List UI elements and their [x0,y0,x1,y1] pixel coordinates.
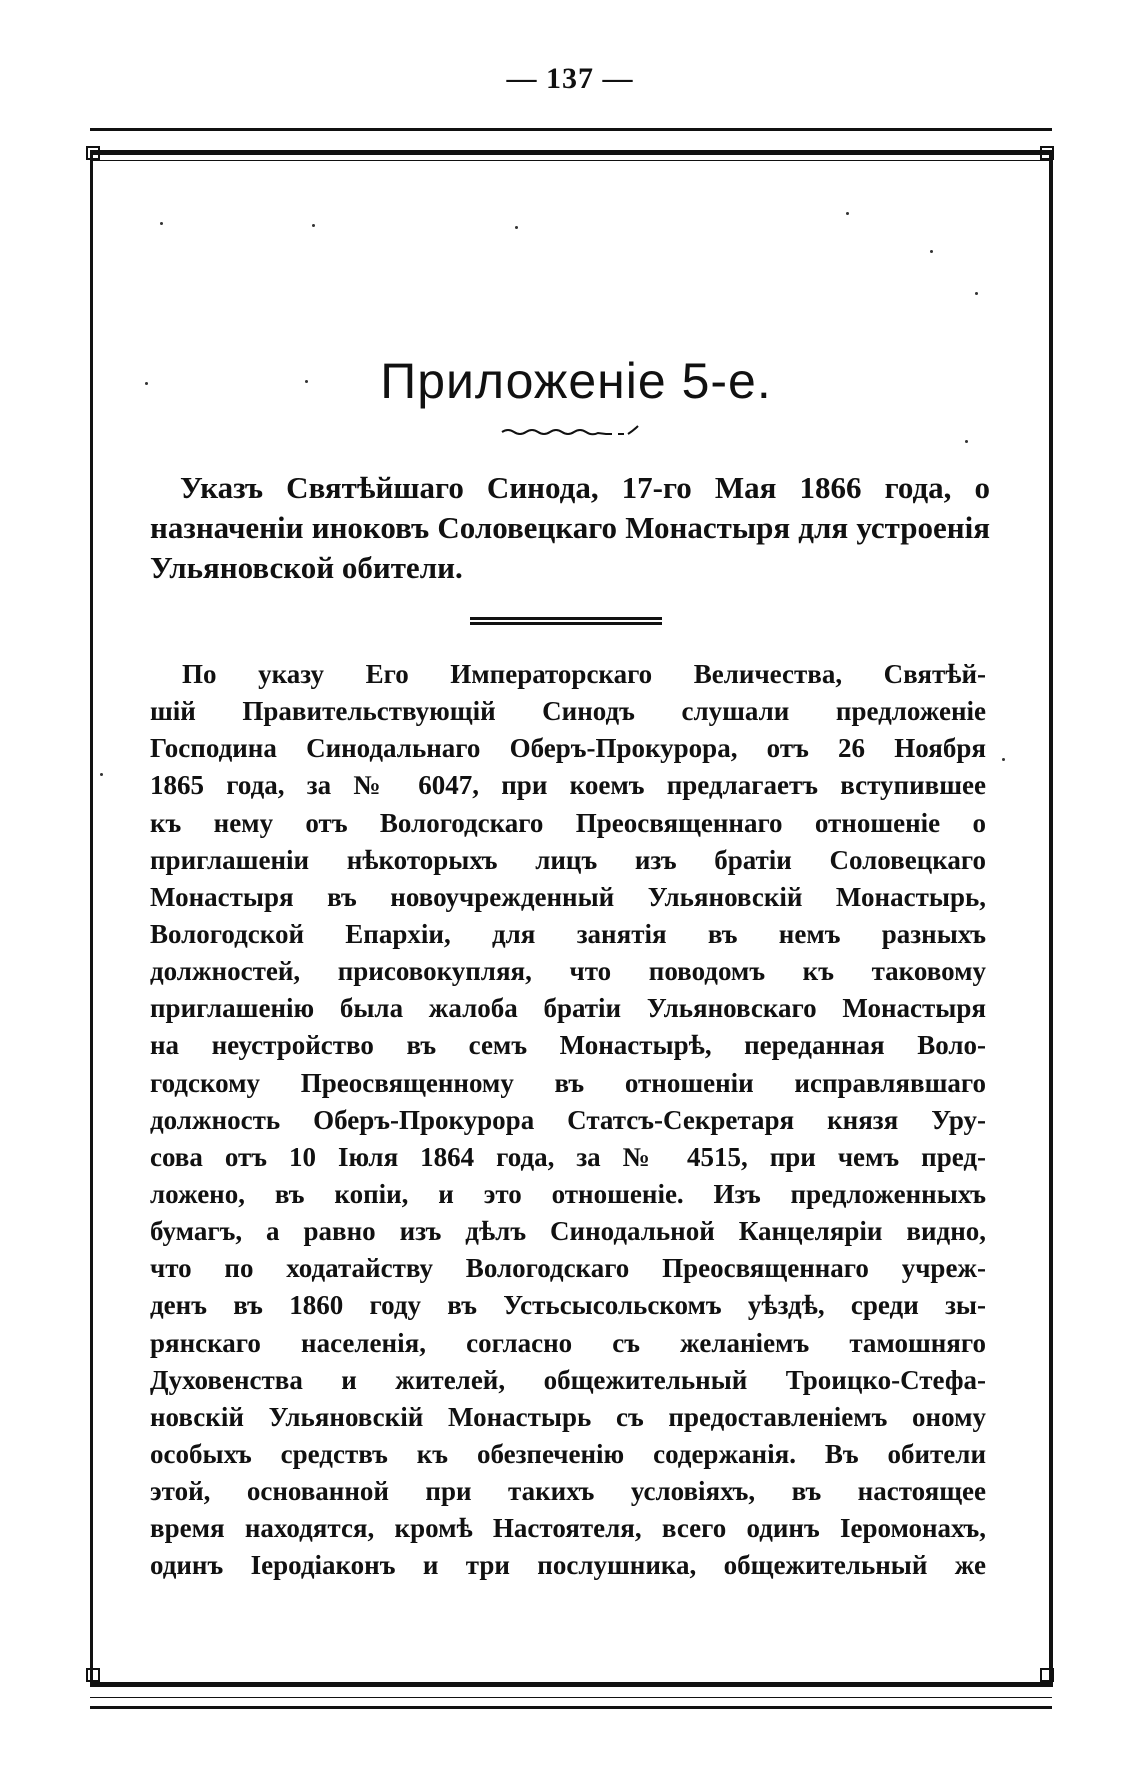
body-line: годскому Преосвященному въ отношеніи исправлявшаго [150,1067,986,1098]
decree-body-text [150,656,986,1585]
frame-corner-ornament [1040,1668,1054,1682]
body-line: время находятся, кромѣ Настоятеля, всего одинъ Іеромонахъ, [150,1513,986,1544]
body-line: должностей, присовокупляя, что поводомъ къ таковому [150,956,986,987]
frame-corner-ornament [1040,146,1054,160]
top-rule [90,128,1052,131]
body-line: Духовенства и жителей, общежительный Троицко-Стефа- [150,1364,986,1395]
print-speck [160,222,163,225]
body-line: Господина Синодальнаго Оберъ-Прокурора, отъ 26 Ноября [150,733,986,764]
frame-corner-ornament [86,1668,100,1682]
section-separator [470,617,662,625]
body-line: приглашеніи нѣкоторыхъ лицъ изъ братіи Соловецкаго [150,844,986,875]
body-line: Вологодской Епархіи, для занятія въ немъ разныхъ [150,918,986,949]
body-line: къ нему отъ Вологодскаго Преосвященнаго отношеніе о [150,807,986,838]
body-line: Монастыря въ новоучрежденный Ульяновскій Монастырь, [150,881,986,912]
print-speck [965,440,968,443]
body-line: особыхъ средствъ къ обезпеченію содержанія. Въ обители [150,1438,986,1469]
print-speck [1002,758,1005,761]
print-speck [975,292,978,295]
body-line: одинъ Іеродіаконъ и три послушника, общежительный же [150,1550,986,1581]
body-line: этой, основанной при такихъ условіяхъ, въ настоящее [150,1476,986,1507]
decree-heading: Указъ Святѣйшаго Синода, 17-го Мая 1866 года, о назначеніи иноковъ Соловецкаго Монастыря для устроенія Ульяновской обители. [150,470,990,585]
body-line: на неустройство въ семъ Монастырѣ, переданная Воло- [150,1030,986,1061]
body-line: рянскаго населенія, согласно съ желаніемъ тамошняго [150,1327,986,1358]
title-flourish-ornament [500,424,640,440]
frame-inner-line [90,160,1053,161]
print-speck [312,224,315,227]
body-line: приглашенію была жалоба братіи Ульяновскаго Монастыря [150,993,986,1024]
body-line: шій Правительствующій Синодъ слушали предложеніе [150,696,986,727]
body-line: По указу Его Императорскаго Величества, Святѣй- [182,659,986,689]
body-line: денъ въ 1860 году въ Устьсысольскомъ уѣздѣ, среди зы- [150,1290,986,1321]
appendix-title: Приложеніе 5-е. [380,353,772,409]
body-line: сова отъ 10 Іюля 1864 года, за № 4515, при чемъ пред- [150,1141,986,1172]
print-speck [930,250,933,253]
body-line: бумагъ, а равно изъ дѣлъ Синодальной Канцеляріи видно, [150,1216,986,1247]
body-line: должность Оберъ-Прокурора Статсъ-Секретаря князя Уру- [150,1104,986,1135]
body-line: что по ходатайству Вологодскаго Преосвященнаго учреж- [150,1253,986,1284]
frame-corner-ornament [86,146,100,160]
body-line: новскій Ульяновскій Монастырь съ предоставленіемъ оному [150,1401,986,1432]
body-line: 1865 года, за № 6047, при коемъ предлагаетъ вступившее [150,770,986,801]
bottom-inner-rule [90,1697,1052,1698]
bottom-rule [90,1706,1052,1709]
print-speck [100,773,103,776]
page-number: — 137 — [506,62,634,95]
print-speck [515,226,518,229]
body-line: ложено, въ копіи, и это отношеніе. Изъ предложенныхъ [150,1178,986,1209]
print-speck [846,212,849,215]
